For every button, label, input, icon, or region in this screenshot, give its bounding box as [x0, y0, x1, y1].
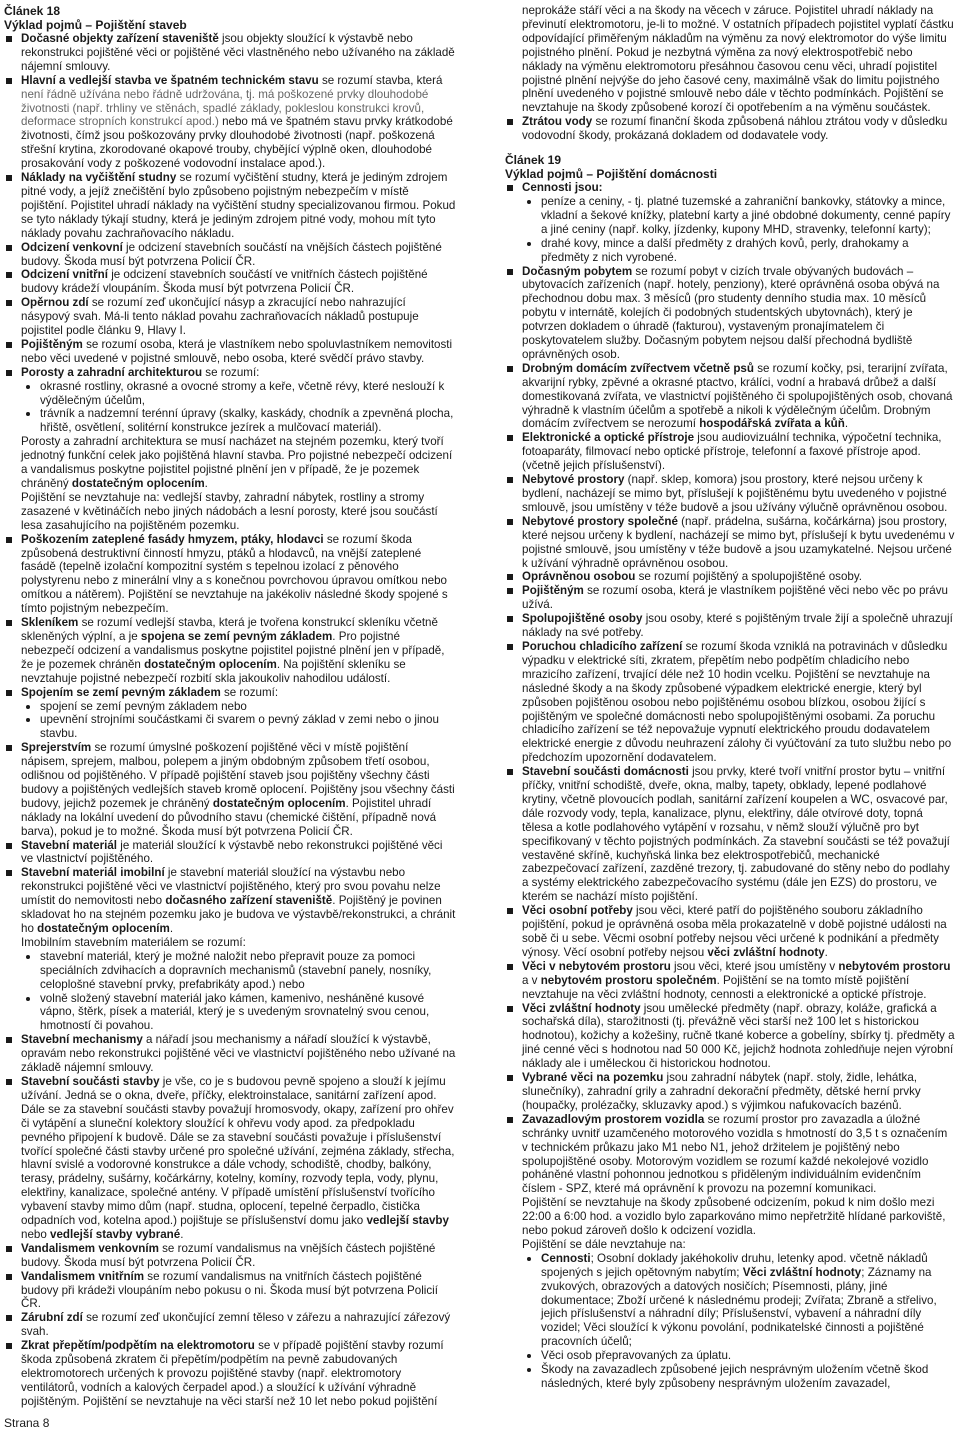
right-sub-bullet-item: Škody na zavazadlech způsobené jejich nesprávným uložením včetně škod následných, které byly způsobeny nesprávným uložením zavazadel,	[505, 1363, 955, 1391]
left-bullet-item: Vandalismem venkovním se rozumí vandalismus na vnějších částech pojištěné budovy. Škoda musí být potvrzena Policií ČR.	[4, 1242, 456, 1270]
right-bullet-item: Vybrané věci na pozemku jsou zahradní nábytek (např. stoly, židle, lehátka, slunečníky), zahradní grily a zahradní dekorační předměty, dětské herní prvky (houpačky, prolézačky, skluzavky apod.) s výjimkou nafukovacích bazénů.	[505, 1071, 955, 1113]
right-bullet-item: Nebytové prostory (např. sklep, komora) jsou prostory, které nejsou určeny k bydlení, nacházejí se mimo byt, příslušejí k pojištěnému bytu uvedeného v pojistné smlouvě, jsou umístěny v téže budově a jsou užívány výlučně oprávněnou osobou.	[505, 473, 955, 515]
page-number: Strana 8	[4, 1416, 50, 1430]
left-bullet-item: Dočasné objekty zařízení staveniště jsou objekty sloužící k výstavbě nebo rekonstrukci pojištěné věci or pojištěné věci vlastněného nebo užívaného na základě nájemní smlouvy.	[4, 32, 456, 74]
left-bullet-item: Hlavní a vedlejší stavba ve špatném technickém stavu se rozumí stavba, která není řádně užívána nebo řádně udržována, tj. má poškozené prvky dlouhodobé životnosti (např. trhliny ve stěnách, spadlé základy, pokleslou konstrukci krovů, deformace stropních konstrukcí apod.) nebo má ve špatném stavu prvky krátkodobé životnosti, čímž jsou poškozovány prvky dlouhodobé životnosti (např. poškozená střešní krytina, zkorodované okapové trouby, chybějící výplně oken, dlouhodobé prosakování vody z poškozené vodovodní instalace apod.).	[4, 74, 456, 171]
right-bullet-item: Spolupojištěné osoby jsou osoby, které s pojištěným trvale žijí a společně uhrazují náklady na své potřeby.	[505, 612, 955, 640]
left-paragraph: Porosty a zahradní architektura se musí nacházet na stejném pozemku, který tvoří jednotný funkční celek jako pojištěná hlavní stavba. Pro pojistné nebezpečí odcizení a vandalismus poskytne pojistitel pojistné plnění jen v případě, že je pozemek chráněný dostatečným oplocením.	[21, 435, 453, 490]
section-title: Výklad pojmů – Pojištění staveb	[4, 18, 187, 32]
left-bullet-item: Opěrnou zdí se rozumí zeď ukončující násyp a zkracující nebo nahrazující násypový svah. Má-li tento náklad povahu zachraňovacích nákladů postupuje pojistitel podle článku 9, Hlavy I.	[4, 296, 456, 338]
right-bullet-item: Oprávněnou osobou se rozumí pojištěný a spolupojištěné osoby.	[505, 570, 955, 584]
left-bullet-item: Skleníkem se rozumí vedlejší stavba, která je tvořena konstrukcí skleníku včetně skleněných výplní, a je spojena se zemí pevným základem. Pro pojistné nebezpečí odcizení a vandalismus poskytne pojistitel pojistné plnění jen v případě, že je pozemek chráněn dostatečným oplocením. Na pojištění skleníku se nevztahuje pojistné nebezpečí rozbití skla jakoukoliv nahodilou událostí.	[4, 616, 456, 686]
right-sub-bullet-item: Cennosti; Osobní doklady jakéhokoliv druhu, letenky apod. včetně nákladů spojených s jejich opětovným nabytím; Věci zvláštní hodnoty; Záznamy na zvukových, obrazových a datových nosičích; Písemnosti, plány, jiné dokumentace; Zboží určené k následnému prodeji; Zvířata; Zbraně a střelivo, jejich příslušenství a náhradní díly; Příslušenství, vybavení a náhradní díly vozidel; Věci sloužící k výkonu povolání, podnikatelské činnosti a pojištěné pracovních účelů;	[505, 1252, 955, 1349]
right-items	[505, 181, 955, 1391]
right-bullet-item: Cennosti jsou:	[505, 181, 955, 195]
left-bullet-item: Zkrat přepětím/podpětím na elektromotoru se v případě pojištění stavby rozumí škoda způsobená zkratem či přepětím/podpětím na pevně zabudovaných elektromotorech určených k provozu pojištěné stavby (např. elektromotory ventilátorů, vodních a kalových čerpadel apod.) a sloužící k užívání výhradně pojištěným. Pojištění se nevztahuje na věci starší než 10 let nebo pokud pojištění	[4, 1339, 456, 1409]
left-bullet-item: Odcizení venkovní je odcizení stavebních součástí na vnějších částech pojištěné budovy. Škoda musí být potvrzena Policií ČR.	[4, 241, 456, 269]
right-sub-bullet-item: Věci osob přepravovaných za úplatu.	[505, 1349, 955, 1363]
right-bullet-item: Pojištěným se rozumí osoba, která je vlastníkem pojištěné věci nebo věc po právu užívá.	[505, 584, 955, 612]
right-bullet-item: Elektronické a optické přístroje jsou audiovizuální technika, výpočetní technika, fotoaparáty, filmovací nebo optické přístroje, telefonní a faxové přístroje apod. (včetně jejich příslušenství).	[505, 431, 955, 473]
right-sub-bullet-item: peníze a ceniny, - tj. platné tuzemské a zahraniční bankovky, státovky a mince, vkladní a šekové knížky, platební karty a jiné obdobné dokumenty, cenné papíry a jiné ceniny (např. kolky, jízdenky, kupony MHD, stravenky, telefonní karty);	[505, 195, 955, 237]
right-bullet-item: Zavazadlovým prostorem vozidla se rozumí prostor pro zavazadla a úložné schránky uvnitř uzamčeného motorového vozidla s hmotností do 3,5 t s označením v technickém průkazu jako M1 nebo N1, jehož držitelem je pojištěný nebo spolupojištěné osoby. Motorovým vozidlem se rozumí každé nekolejové vozidlo poháněné vlastní pohonnou jednotkou s přiděleným individuálním evidenčním číslem - SPZ, které má oprávnění k provozu na pozemní komunikaci.	[505, 1113, 955, 1196]
left-sub-bullet-item: trávník a nadzemní terénní úpravy (skalky, kaskády, chodník a zpevněná plocha, hřiště, osvětlení, solitérní konstrukce jezírek a mulčovací materiál).	[4, 407, 456, 435]
article-title: Článek 18	[4, 4, 61, 18]
left-sub-bullet-item: volně složený stavební materiál jako kámen, kamenivo, nesháněné kusové vápno, štěrk, písek a materiál, který je s uvedeným srovnatelný svou cenou, hmotností či povahou.	[4, 992, 456, 1034]
right-sub-bullet-item: drahé kovy, mince a další předměty z drahých kovů, perly, drahokamy a předměty z nich vyrobené.	[505, 237, 955, 265]
left-bullet-item: Stavební součásti stavby je vše, co je s budovou pevně spojeno a slouží k jejímu užívání. Jedná se o okna, dveře, příčky, elektroinstalace, sanitární zařízení apod. Dále se za stavební součásti stavby považují hromosvody, okapy, zařízení pro ohřev či vytápění a sluneční kolektory sloužící k ohřevu vody apod. za předpokladu pevného připojení k budově. Dále se za stavební součásti považuje i příslušenství tvořící společné části stavby určené pro společné užívání, zejména základy, střecha, hlavní svislé a vodorovné konstrukce a dále vchody, schodiště, chodby, balkóny, terasy, prádelny, sušárny, kočárkárny, kotelny, komíny, rozvody tepla, vody, plynu, elektřiny, kanalizace, společné antény. V případě umístění příslušenství tvořícího vybavení stavby mimo dům (např. studna, oplocení, tepelné čerpadlo, čistička odpadních vod, kotelna apod.) pojištuje se příslušenství domu jako vedlejší stavby nebo vedlejší stavby vybrané.	[4, 1075, 456, 1242]
left-bullet-item: Vandalismem vnitřním se rozumí vandalismus na vnitřních částech pojištěné budovy při krádeži vloupáním nebo pokusu o ni. Škoda musí být potvrzena Policií ČR.	[4, 1270, 456, 1312]
left-sub-bullet-item: upevnění strojními součástkami či svarem o pevný základ v zemi nebo o jinou stavbu.	[4, 713, 456, 741]
left-sub-bullet-item: okrasné rostliny, okrasné a ovocné stromy a keře, včetně révy, které neslouží k výdělečným účelům,	[4, 380, 456, 408]
right-bullet-item: Dočasným pobytem se rozumí pobyt v cizích trvale obývaných budovách – ubytovacích zařízeních (např. hotely, penziony), které oprávněná osoba obývá na přechodnou dobu max. 3 měsíců (pro studenty denního studia max. 10 měsíců pobytu v internátě, kolejích či podobných studentských ubytovnách), který je potvrzen dokladem o úhradě (fakturou), vystaveným pronajímatelem či poskytovatelem služby. Dočasným pobytem nejsou další přechodná bydliště oprávněných osob.	[505, 265, 955, 362]
left-sub-bullet-item: spojení se zemí pevným základem nebo	[4, 700, 456, 714]
left-bullet-item: Stavební materiál imobilní je stavební materiál sloužící na výstavbu nebo rekonstrukci pojištěné věci ve vlastnictví pojištěného, který pro svou povahu nelze umístit do nemovitosti nebo dočasného zařízení staveniště. Pojištěný je povinen skladovat ho na stejném pozemku jako je budova ve výstavbě/rekonstrukci, a chránit ho dostatečným oplocením.	[4, 866, 456, 936]
left-bullet-item: Poškozením zateplené fasády hmyzem, ptáky, hlodavci se rozumí škoda způsobená destruktivní činností hmyzu, ptáků a hlodavců, na vnější zateplené fasádě (tepelně izolační kompozitní systém s tepelnou izolací z pěnového polystyrenu nebo z minerální vlny a s konečnou povrchovou úpravou omítkou nebo omítkou a nátěrem). Pojištění se nevztahuje na jakékoliv následné škody spojené s tímto pojistným nebezpečím.	[4, 533, 456, 616]
left-bullet-item: Zárubní zdí se rozumí zeď ukončující zemní těleso v zářezu a nahrazující zářezový svah.	[4, 1311, 456, 1339]
right-bullet-item: Drobným domácím zvířectvem včetně psů se rozumí kočky, psi, terarijní zvířata, akvarijní rybky, zpěvné a okrasné ptactvo, králíci, vodní a hrabavá drůbež a další domestikovaná zvířata, ve vlastnictví pojištěného či spolupojištěných osob, chovaná výhradně k vlastním účelům a spotřebě a nikoli k výdělečným účelům. Drobným domácím zvířectvem se nerozumí hospodářská zvířata a kůň.	[505, 362, 955, 432]
right-intro-bullet-item: Ztrátou vody se rozumí finanční škoda způsobená náhlou ztrátou vody v důsledku vodovodní škody, prokázaná dokladem od dodavatele vody.	[505, 115, 955, 143]
left-sub-bullet-item: stavební materiál, který je možné naložit nebo přepravit pouze za pomoci speciálních zdvihacích a dopravních mechanismů (stavební panely, nosníky, celoplošné stavební prvky, prefabrikáty apod.) nebo	[4, 950, 456, 992]
left-bullet-item: Stavební materiál je materiál sloužící k výstavbě nebo rekonstrukci pojištěné věci ve vlastnictví pojištěného.	[4, 839, 456, 867]
right-intro	[505, 4, 955, 143]
left-column	[4, 4, 456, 1409]
right-bullet-item: Poruchou chladicího zařízení se rozumí škoda vzniklá na potravinách v důsledku výpadku v elektrické síti, zkratem, přepětím nebo podpětím chladicího nebo mrazicího zařízení, trvající déle než 10 hodin vcelku. Pojištění se nevztahuje na následné škody a na škody způsobené výpadkem elektrické energie, který byl způsoben pojištěnou osobou nebo pojištěnému osobou blízkou, osobou žijící s pojištěným ve společné domácnosti nebo spolupojištěnými osobami. Za poruchu chladicího zařízení se též nepovažuje vypnutí elektrického proudu dodavatelem elektrické energie z důvodu neuhrazení zálohy či vyúčtování za tuto službu nebo po předchozím upozornění dodavatelem.	[505, 640, 955, 765]
right-bullet-item: Věci v nebytovém prostoru jsou věci, které jsou umístěny v nebytovém prostoru a v nebytovém prostoru společném. Pojištění se na tomto místě pojištění nevztahuje na věci zvláštní hodnoty, cennosti a elektronické a optické přístroje.	[505, 960, 955, 1002]
right-bullet-item: Věci osobní potřeby jsou věci, které patří do pojištěného souboru základního pojištění, pokud je oprávněná osoba měla prokazatelně v době pojistné události na sobě či u sebe. Věcmi osobní potřeby nejsou věci určené k podnikání a předměty výnosy. Věcí osobní potřeby nejsou věci zvláštní hodnoty.	[505, 904, 955, 960]
right-bullet-item: Věci zvláštní hodnoty jsou umělecké předměty (např. obrazy, koláže, grafická a sochařská díla), starožitnosti (tj. převážně věci starší než 100 let s historickou hodnotou), kožichy a kožešiny, ručně tkané koberce a gobelíny, sbírky tj. předměty a jiné cenné věci s hodnotou nad 50 000 Kč, jejichž hodnota zohledňuje nejen výrobní náklady ale i uměleckou či historickou hodnotou.	[505, 1002, 955, 1072]
left-bullet-item: Odcizení vnitřní je odcizení stavebních součástí ve vnitřních částech pojištěné budovy krádeží vloupáním. Škoda musí být potvrzena Policií ČR.	[4, 268, 456, 296]
right-paragraph: Pojištění se dále nevztahuje na:	[522, 1237, 686, 1251]
left-bullet-item: Porosty a zahradní architekturou se rozumí:	[4, 366, 456, 380]
left-bullet-item: Sprejerstvím se rozumí úmyslné poškození pojištěné věci v místě pojištění nápisem, sprejem, malbou, polepem a jiným obdobným způsobem třetí osobou, odlišnou od pojištěného. V případě pojištění staveb jsou pojištěny všechny části budovy a pojištěných vedlejších staveb kromě oplocení. Pojištěny jsou všechny části budovy, jejichž pozemek je chráněný dostatečným oplocením. Pojistitel uhradí náklady na lokální uvedení do původního stavu (chemické čištění, případně nová barva), pokud je to možné. Škoda musí být potvrzena Policií ČR.	[4, 741, 456, 838]
left-items	[4, 32, 456, 1409]
right-bullet-item: Nebytové prostory společné (např. prádelna, sušárna, kočárkárna) jsou prostory, které nejsou určeny k bydlení, nacházejí se mimo byt, příslušejí k bytu uvedenému v pojistné smlouvě, jsou umístěny v téže budově a jsou uzamykatelné. Nejsou určené k užívání výhradně oprávněnou osobou.	[505, 515, 955, 571]
left-bullet-item: Pojištěným se rozumí osoba, která je vlastníkem nebo spoluvlastníkem nemovitosti nebo věci uvedené v pojistné smlouvě, nebo osoba, které svědčí právo stavby.	[4, 338, 456, 366]
right-bullet-item: Stavební součásti domácnosti jsou prvky, které tvoří vnitřní prostor bytu – vnitřní příčky, vnitřní schodiště, dveře, okna, malby, tapety, obklady, lepené podlahové krytiny, včetně plovoucích podlah, sanitární zařízení koupelen a WC, osvacové par, dále rozvody vody, tepla, kanalizace, plynu, elektřiny, dále otvírové doty, topná tělesa a kotle podlahového vytápění v rozsahu, v němž slouží výlučně pro byt specifikovaný v těchto pojistných podmínkách. Za stavební součásti se též považují vestavěné skříně, kuchyňská linka bez elektrospotřebičů, mechanické zabezpečovací zařízení, zazděné trezory, tj. zabudované do stěny nebo do podlahy a systémy elektrického zabezpečovacího systému (dále jen EZS) do prostoru, ve kterém se nachází místo pojištění.	[505, 765, 955, 904]
section-title-2: Výklad pojmů – Pojištění domácnosti	[505, 167, 718, 182]
left-bullet-item: Spojením se zemí pevným základem se rozumí:	[4, 686, 456, 700]
left-bullet-item: Stavební mechanismy a nářadí jsou mechanismy a nářadí sloužící k výstavbě, opravám nebo rekonstrukci pojištěné věci ve vlastnictví pojištěného nebo užívané na základě nájemní smlouvy.	[4, 1033, 456, 1075]
right-paragraph: Pojištění se nevztahuje na škody způsobené odcizením, pokud k nim došlo mezi 22:00 a 6:00 hod. a vozidlo bylo zaparkováno mimo nepřetržitě hlídané parkoviště, nebo pokud zároveň došlo k odcizení vozidla.	[522, 1196, 946, 1238]
left-paragraph: Imobilním stavebním materiálem se rozumí:	[21, 935, 246, 949]
article-title-2: Článek 19	[505, 153, 562, 168]
right-intro-paragraph: neprokáže stáří věci a na škody na věcech v záruce. Pojistitel uhradí náklady na převinutí elektromotoru, je-li to možné. V ostatních případech pojistitel vyplatí částku odpovídající přiměřeným nákladům na výměnu za nový elektromotor do výše limitu pojistného plnění. Pokud je nezbytná výměna za nový elektrospotřebič nebo náklady na výměnu elektromotoru přesáhnou časovou cenu věci, uhradí pojistitel pojistné plnění nejvýše do jeho časové ceny, maximálně však do limitu pojistného plnění uvedeného v pojistné smlouvě nebo dále v těchto podmínkách. Pojištění se nevztahuje na škody způsobené korozí či opotřebením a na výměnu součástek.	[522, 4, 954, 115]
left-paragraph: Pojištění se nevztahuje na: vedlejší stavby, zahradní nábytek, rostliny a stromy zasazené v květináčích nebo jiných nádobách a lesní porosty, které jsou součástí lesa zasahujícího na pojištěném pozemku.	[21, 490, 438, 532]
left-bullet-item: Náklady na vyčištění studny se rozumí vyčištění studny, která je jediným zdrojem pitné vody, a jejíž znečištění bylo způsobeno pojistným nebezpečím v místě pojištění. Pojistitel uhradí náklady na vyčištění studny specializovanou firmou. Pokud se tyto náklady týkají studny, která je jediným zdrojem pitné vody, mohou mít tyto náklady povahu zachraňovacího nákladu.	[4, 171, 456, 241]
right-column	[505, 4, 955, 1391]
